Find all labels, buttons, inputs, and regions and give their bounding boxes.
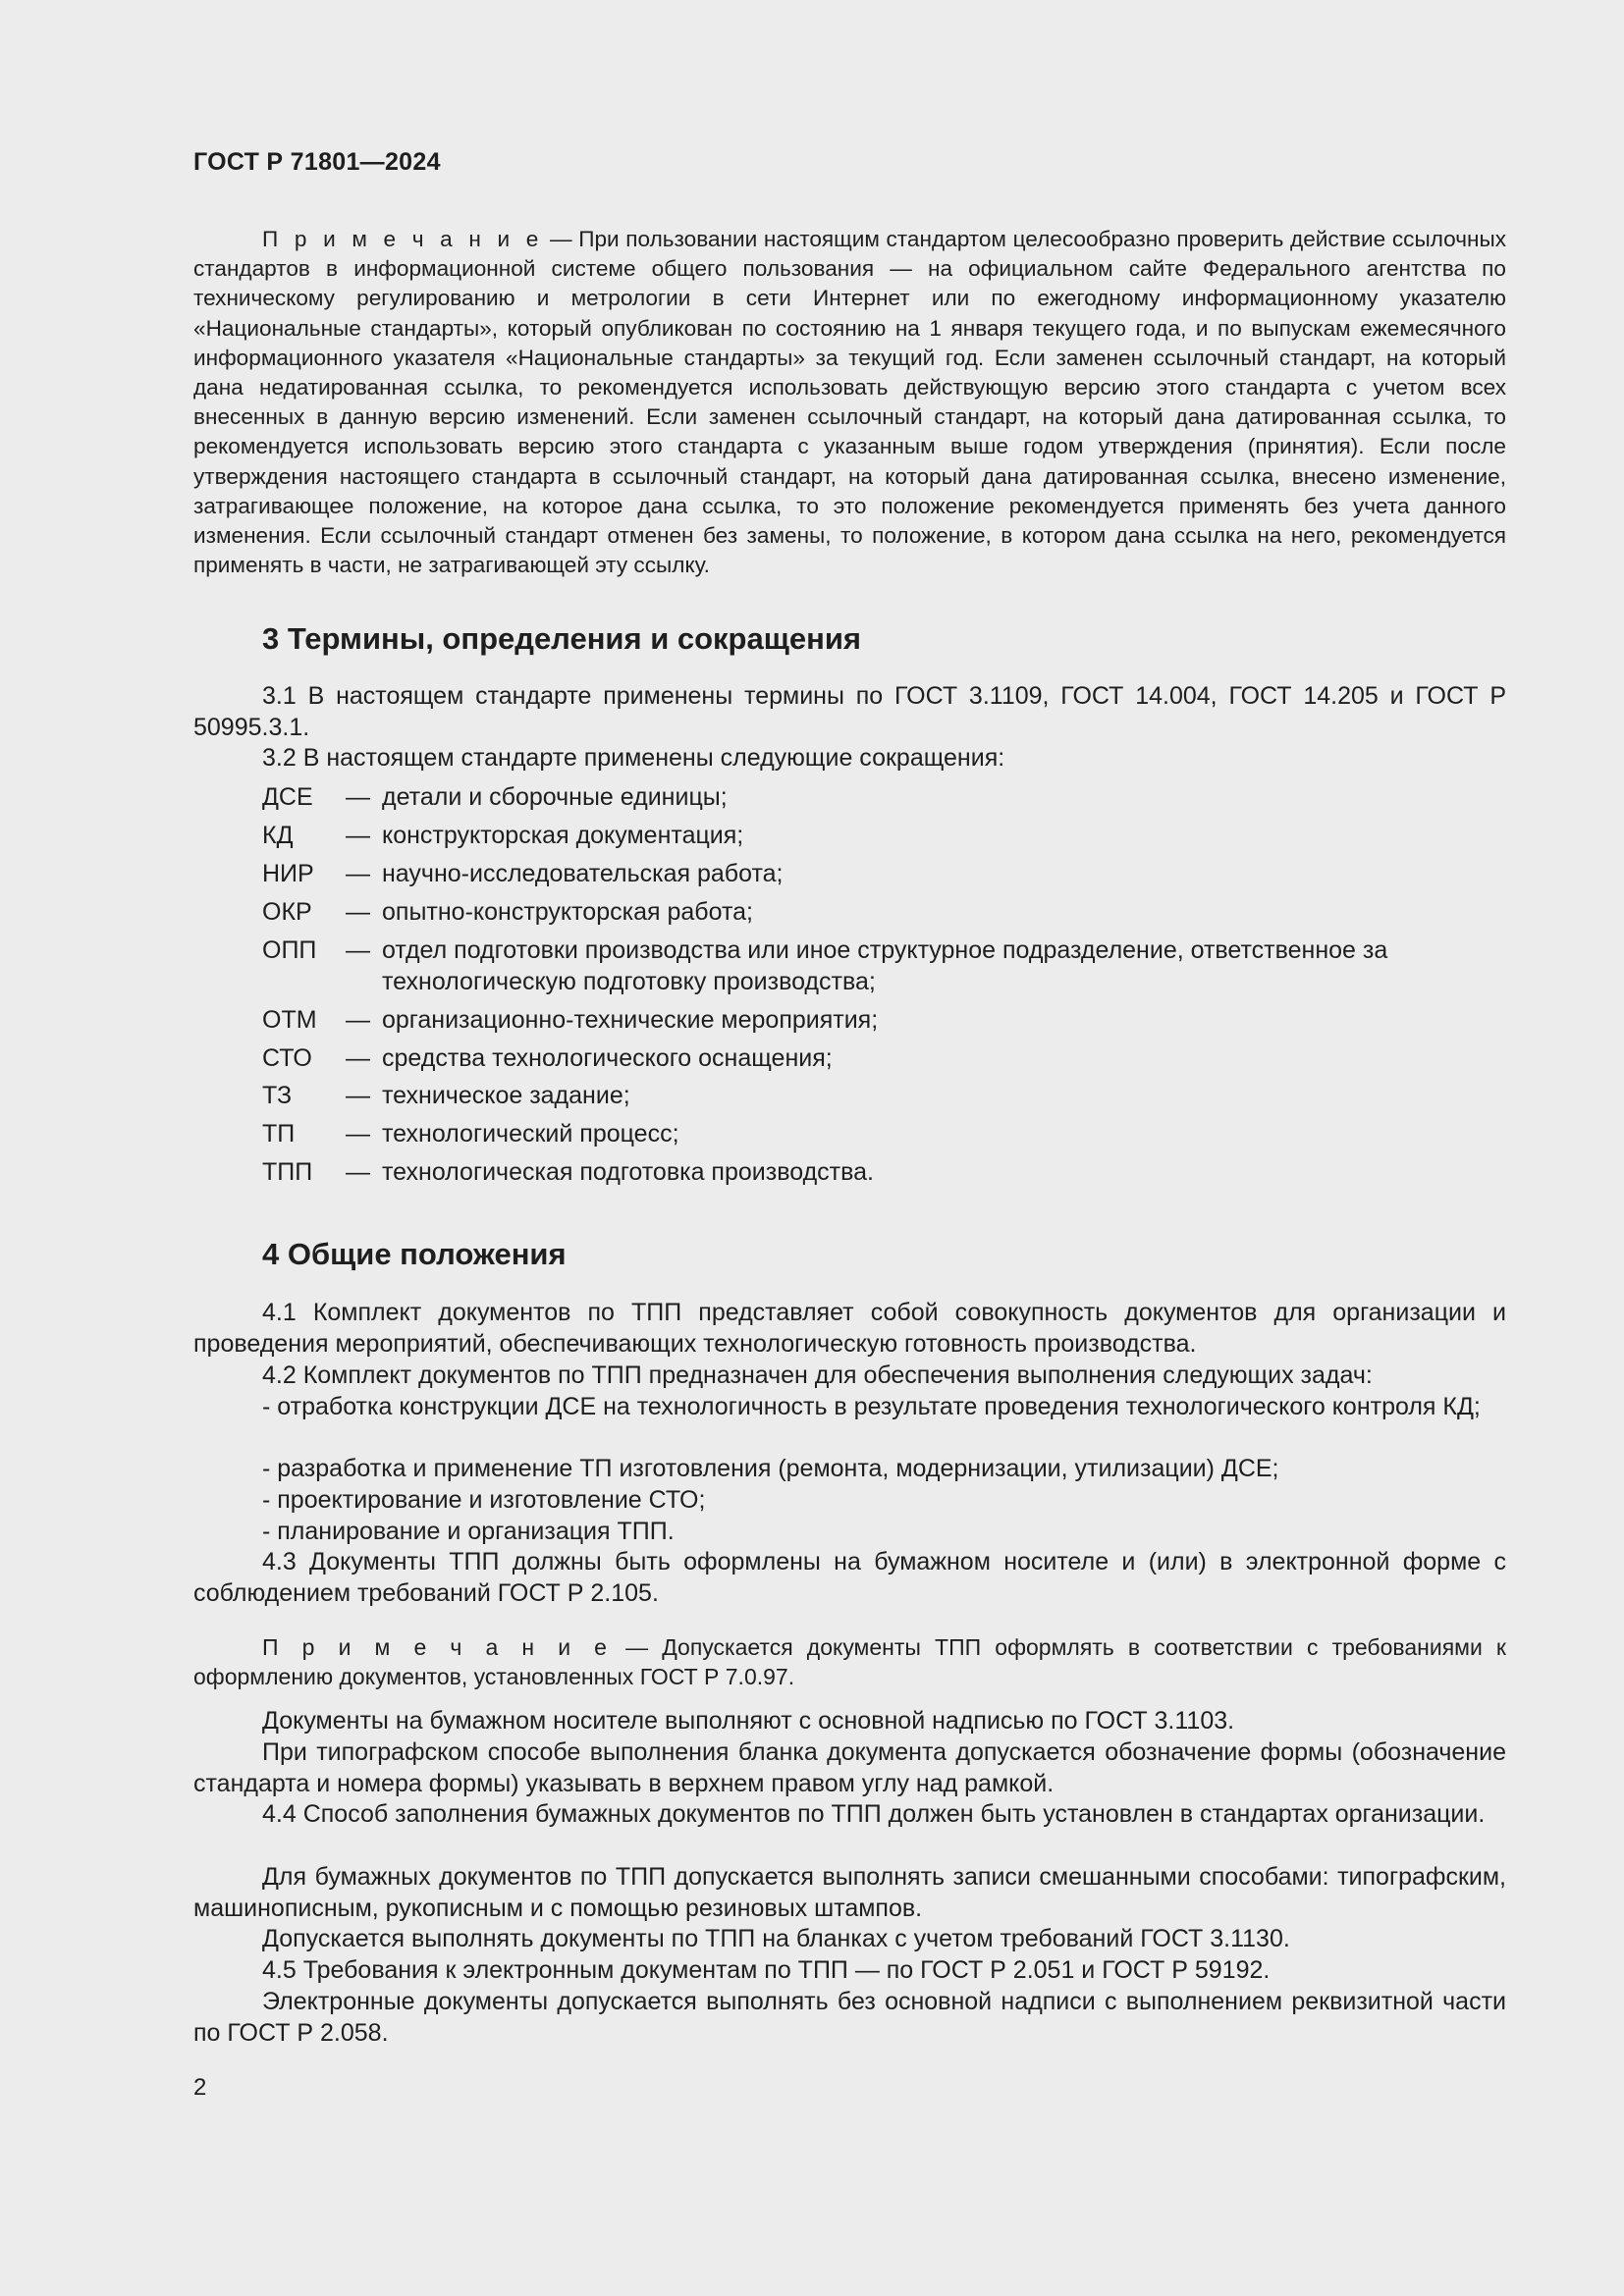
paragraph-electronic-docs: Электронные документы допускается выполнять без основной надписи с выполнением реквизитной части по ГОСТ Р 2.058. xyxy=(193,1988,1506,2047)
abbreviation-dash: — xyxy=(346,1005,370,1034)
abbreviation-row xyxy=(262,1157,1506,1189)
page-number: 2 xyxy=(193,2074,207,2101)
paragraph-4-1: 4.1 Комплект документов по ТПП представляет собой совокупность документов для организации и проведения мероприятий, обеспечивающих технологическую готовность производства. xyxy=(193,1299,1506,1358)
document-page xyxy=(193,0,1506,2296)
abbreviation-dash: — xyxy=(346,897,370,926)
abbreviation-term: ОТМ xyxy=(262,1005,317,1034)
abbreviation-definition: организационно-технические мероприятия; xyxy=(382,1005,879,1034)
paragraph-paper-docs: Документы на бумажном носителе выполняют с основной надписью по ГОСТ 3.1103. xyxy=(262,1707,1235,1735)
note-label: П р и м е ч а н и е xyxy=(262,1634,612,1660)
paragraph-mixed-methods: Для бумажных документов по ТПП допускается выполнять записи смешанными способами: типографским, машинописным, рукописным и с помощью резиновых штампов. xyxy=(193,1863,1506,1922)
abbreviation-definition: техническое задание; xyxy=(382,1082,630,1110)
reference-note xyxy=(193,225,1506,580)
abbreviation-definition: технологическая подготовка производства. xyxy=(382,1158,874,1187)
abbreviation-term: ТП xyxy=(262,1120,296,1148)
paragraph-4-2: 4.2 Комплект документов по ТПП предназначен для обеспечения выполнения следующих задач: xyxy=(262,1362,1373,1389)
task-item: - планирование и организация ТПП. xyxy=(262,1518,675,1545)
abbreviation-dash: — xyxy=(346,783,370,811)
abbreviations-list xyxy=(262,782,1506,1196)
abbreviation-definition: научно-исследовательская работа; xyxy=(382,859,784,887)
abbreviation-term: НИР xyxy=(262,859,314,887)
abbreviation-dash: — xyxy=(346,935,370,964)
abbreviation-dash: — xyxy=(346,1043,370,1072)
abbreviation-definition: технологический процесс; xyxy=(382,1120,679,1148)
abbreviation-definition: средства технологического оснащения; xyxy=(382,1043,833,1072)
abbreviation-row xyxy=(262,1043,1506,1075)
paragraph-blanks: Допускается выполнять документы по ТПП на бланках с учетом требований ГОСТ 3.1130. xyxy=(262,1925,1290,1952)
abbreviation-dash: — xyxy=(346,1120,370,1148)
format-note xyxy=(193,1632,1506,1691)
paragraph-4-3: 4.3 Документы ТПП должны быть оформлены на бумажном носителе и (или) в электронной форме с соблюдением требований ГОСТ Р 2.105. xyxy=(193,1548,1506,1607)
abbreviation-term: ОПП xyxy=(262,935,317,964)
abbreviation-dash: — xyxy=(346,1082,370,1110)
abbreviation-term: СТО xyxy=(262,1043,312,1072)
abbreviation-definition: отдел подготовки производства или иное структурное подразделение, ответственное за технологическую подготовку производства; xyxy=(382,935,1388,995)
abbreviation-term: КД xyxy=(262,821,294,849)
abbreviation-row xyxy=(262,821,1506,852)
abbreviation-term: ДСЕ xyxy=(262,783,313,811)
standard-id-header: ГОСТ Р 71801—2024 xyxy=(193,148,441,176)
abbreviation-term: ТПП xyxy=(262,1158,313,1187)
abbreviation-dash: — xyxy=(346,1158,370,1187)
abbreviation-row xyxy=(262,859,1506,890)
paragraph-3-2: 3.2 В настоящем стандарте применены следующие сокращения: xyxy=(262,744,1005,772)
abbreviation-dash: — xyxy=(346,859,370,887)
abbreviation-term: ТЗ xyxy=(262,1082,293,1110)
task-item: - проектирование и изготовление СТО; xyxy=(262,1486,706,1514)
abbreviation-row xyxy=(262,1005,1506,1037)
abbreviation-row xyxy=(262,935,1506,997)
abbreviation-row xyxy=(262,782,1506,814)
abbreviation-definition: детали и сборочные единицы; xyxy=(382,783,728,811)
paragraph-typographic: При типографском способе выполнения бланка документа допускается обозначение формы (обозначение стандарта и номера формы) указывать в верхнем правом углу над рамкой. xyxy=(193,1738,1506,1797)
note-text: — При пользовании настоящим стандартом целесообразно проверить действие ссылочных стандартов в информационной системе общего пользования — на официальном сайте Федерального агентства по техническому регулированию и метрологии в сети Интернет или по ежегодному информационному указателю «Национальные стандарты», который опубликован по состоянию на 1 января текущего года, и по выпускам ежемесячного информационного указателя «Национальные стандарты» за текущий год. Если заменен ссылочный стандарт, на который дана недатированная ссылка, то рекомендуется использовать действующую версию этого стандарта с учетом всех внесенных в данную версию изменений. Если заменен ссылочный стандарт, на который дана датированная ссылка, то рекомендуется использовать версию этого стандарта с указанным выше годом утверждения (принятия). Если после утверждения настоящего стандарта в ссылочный стандарт, на который дана датированная ссылка, внесено изменение, затрагивающее положение, на которое дана ссылка, то это положение рекомендуется применять без учета данного изменения. Если ссылочный стандарт отменен без замены, то положение, в котором дана ссылка на него, рекомендуется применять в части, не затрагивающей эту ссылку. xyxy=(193,227,1506,578)
abbreviation-row xyxy=(262,1119,1506,1150)
abbreviation-definition: конструкторская документация; xyxy=(382,821,744,849)
paragraph-4-5: 4.5 Требования к электронным документам по ТПП — по ГОСТ Р 2.051 и ГОСТ Р 59192. xyxy=(262,1956,1271,1984)
paragraph-4-4: 4.4 Способ заполнения бумажных документов по ТПП должен быть установлен в стандартах организации. xyxy=(262,1800,1486,1828)
note-text: — Допускается документы ТПП оформлять в соответствии с требованиями к оформлению документов, установленных ГОСТ Р 7.0.97. xyxy=(193,1634,1506,1689)
abbreviation-definition: опытно-конструкторская работа; xyxy=(382,897,753,926)
note-label: П р и м е ч а н и е xyxy=(262,227,544,251)
abbreviation-dash: — xyxy=(346,821,370,849)
paragraph-3-1: 3.1 В настоящем стандарте применены термины по ГОСТ 3.1109, ГОСТ 14.004, ГОСТ 14.205 и ГОСТ Р 50995.3.1. xyxy=(193,682,1506,741)
task-item: - разработка и применение ТП изготовления (ремонта, модернизации, утилизации) ДСЕ; xyxy=(262,1455,1279,1482)
abbreviation-term: ОКР xyxy=(262,897,312,926)
task-item: - отработка конструкции ДСЕ на технологичность в результате проведения технологического контроля КД; xyxy=(262,1393,1481,1420)
section-3-heading: 3 Термины, определения и сокращения xyxy=(262,621,861,656)
abbreviation-row xyxy=(262,897,1506,929)
section-4-heading: 4 Общие положения xyxy=(262,1237,567,1271)
abbreviation-row xyxy=(262,1081,1506,1112)
